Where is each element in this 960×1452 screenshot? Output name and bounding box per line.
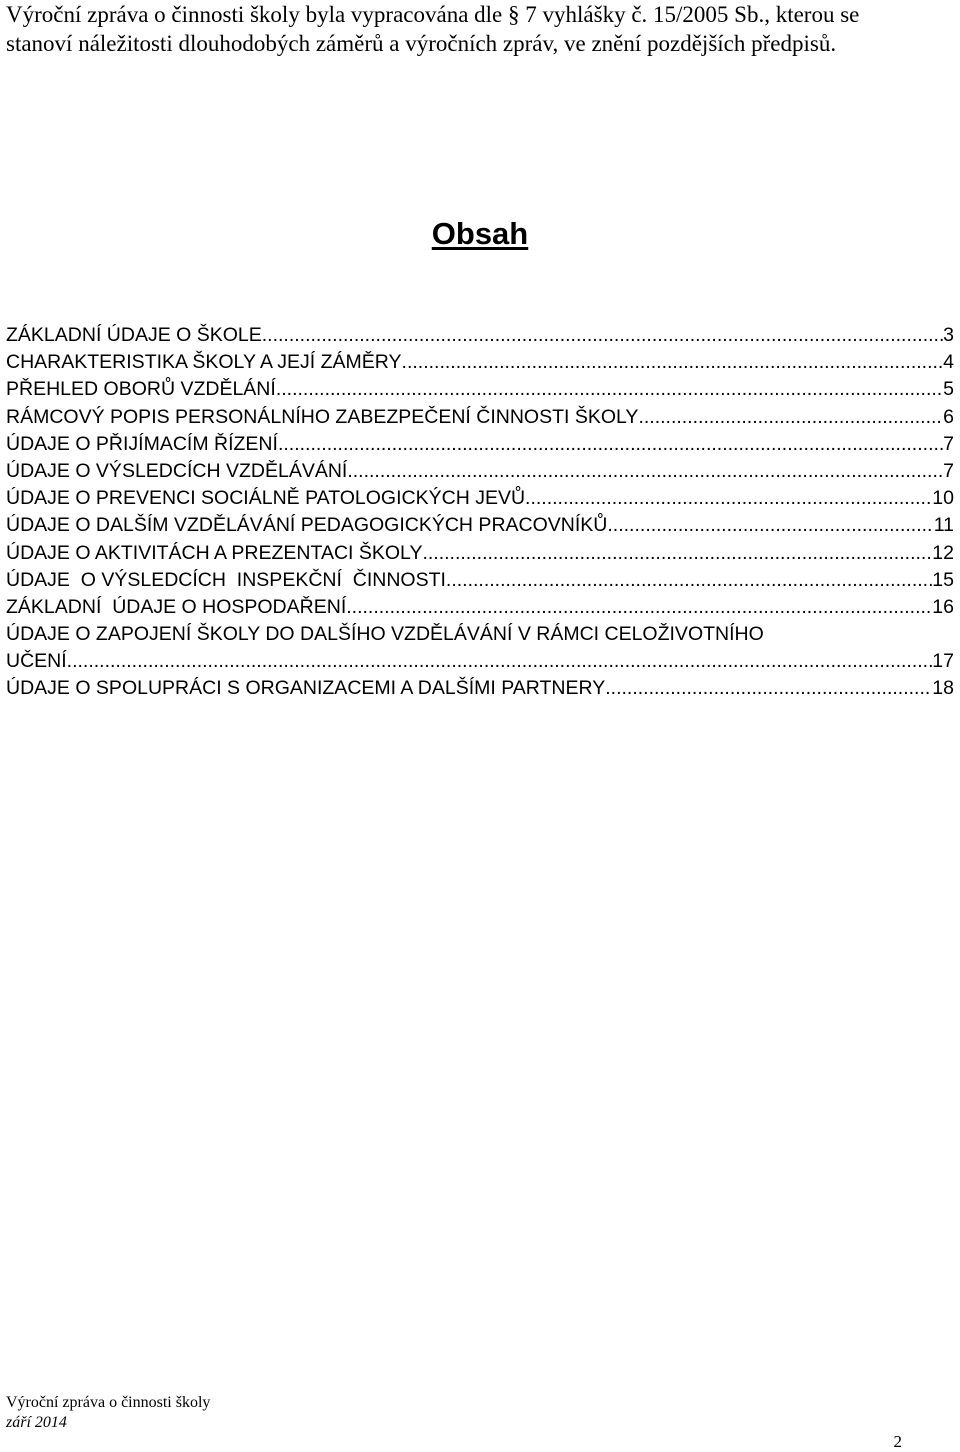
toc-entry-page: 16 (932, 595, 954, 618)
intro-paragraph (6, 0, 954, 58)
toc-entry-page: 7 (943, 432, 954, 455)
toc-entry-title: ZÁKLADNÍ ÚDAJE O HOSPODAŘENÍ (6, 595, 347, 618)
intro-line-1: Výroční zpráva o činnosti školy byla vypracována dle § 7 vyhlášky č. 15/2005 Sb., kterou se (6, 2, 860, 27)
toc-entry-title-continued: UČENÍ (6, 650, 67, 673)
toc-entry-title: ÚDAJE O DALŠÍM VZDĚLÁVÁNÍ PEDAGOGICKÝCH PRACOVNÍKŮ (6, 514, 608, 537)
toc-dot-leader (525, 485, 932, 512)
toc-entry-page: 11 (933, 514, 954, 537)
toc-entry-title: ÚDAJE O SPOLUPRÁCI S ORGANIZACEMI A DALŠÍMI PARTNERY (6, 677, 606, 700)
toc-entry-page: 3 (943, 324, 954, 346)
toc-entry-title-line (6, 621, 954, 648)
toc-entry[interactable] (6, 458, 954, 485)
toc-dot-leader (422, 540, 932, 567)
page-footer (6, 1393, 210, 1433)
toc-dot-leader (607, 512, 933, 539)
toc-entry[interactable] (6, 540, 954, 567)
footer-document-title: Výroční zpráva o činnosti školy (6, 1394, 211, 1411)
toc-dot-leader (446, 567, 932, 594)
toc-entry[interactable] (6, 485, 954, 512)
toc-entry[interactable] (6, 567, 954, 594)
toc-entry-title: CHARAKTERISTIKA ŠKOLY A JEJÍ ZÁMĚRY (6, 351, 402, 374)
toc-entry-title: PŘEHLED OBORŮ VZDĚLÁNÍ (6, 378, 276, 401)
toc-entry[interactable] (6, 594, 954, 621)
toc-entry-page: 7 (943, 459, 954, 482)
toc-entry-page: 4 (943, 351, 954, 374)
toc-entry-title: RÁMCOVÝ POPIS PERSONÁLNÍHO ZABEZPEČENÍ ČINNOSTI ŠKOLY (6, 405, 639, 428)
toc-dot-leader (638, 404, 943, 431)
toc-entry-title: ÚDAJE O VÝSLEDCÍCH INSPEKČNÍ ČINNOSTI (6, 568, 446, 591)
toc-dot-leader (67, 648, 933, 675)
toc-entry-page: 6 (943, 405, 954, 428)
toc-dot-leader (262, 322, 943, 349)
toc-dot-leader (278, 431, 943, 458)
toc-entry-page: 18 (932, 677, 954, 700)
toc-entry-page: 15 (932, 568, 954, 591)
toc-entry-title: ZÁKLADNÍ ÚDAJE O ŠKOLE (6, 324, 262, 346)
toc-entry-page: 12 (932, 541, 954, 564)
toc-heading: Obsah (431, 216, 529, 251)
toc-entry[interactable] (6, 431, 954, 458)
toc-entry[interactable] (6, 621, 954, 675)
toc-entry[interactable] (6, 512, 954, 539)
toc-entry-title: ÚDAJE O PŘIJÍMACÍM ŘÍZENÍ (6, 432, 278, 455)
toc-entry[interactable] (6, 404, 954, 431)
toc-dot-leader (347, 458, 943, 485)
toc-entry-title: ÚDAJE O VÝSLEDCÍCH VZDĚLÁVÁNÍ (6, 459, 348, 482)
toc-entry-title: ÚDAJE O ZAPOJENÍ ŠKOLY DO DALŠÍHO VZDĚLÁVÁNÍ V RÁMCI CELOŽIVOTNÍHO (6, 623, 764, 646)
footer-date: září 2014 (6, 1414, 67, 1431)
toc-entry-title-line (6, 648, 954, 675)
toc-entry-page: 17 (932, 650, 954, 673)
toc-entry[interactable] (6, 322, 954, 349)
toc-dot-leader (402, 349, 944, 376)
toc-entry[interactable] (6, 675, 954, 702)
toc-entry[interactable] (6, 349, 954, 376)
intro-line-2: stanoví náležitosti dlouhodobých záměrů a výročních zpráv, ve znění pozdějších předpisů. (6, 31, 837, 56)
toc-dot-leader (346, 594, 932, 621)
table-of-contents (6, 322, 954, 703)
toc-dot-leader (276, 376, 943, 403)
toc-entry-title: ÚDAJE O AKTIVITÁCH A PREZENTACI ŠKOLY (6, 541, 423, 564)
page-number: 2 (893, 1432, 902, 1451)
toc-entry[interactable] (6, 376, 954, 403)
toc-entry-page: 5 (943, 378, 954, 401)
toc-dot-leader (605, 675, 932, 702)
toc-entry-title: ÚDAJE O PREVENCI SOCIÁLNĚ PATOLOGICKÝCH JEVŮ (6, 487, 526, 510)
toc-entry-page: 10 (932, 487, 954, 510)
